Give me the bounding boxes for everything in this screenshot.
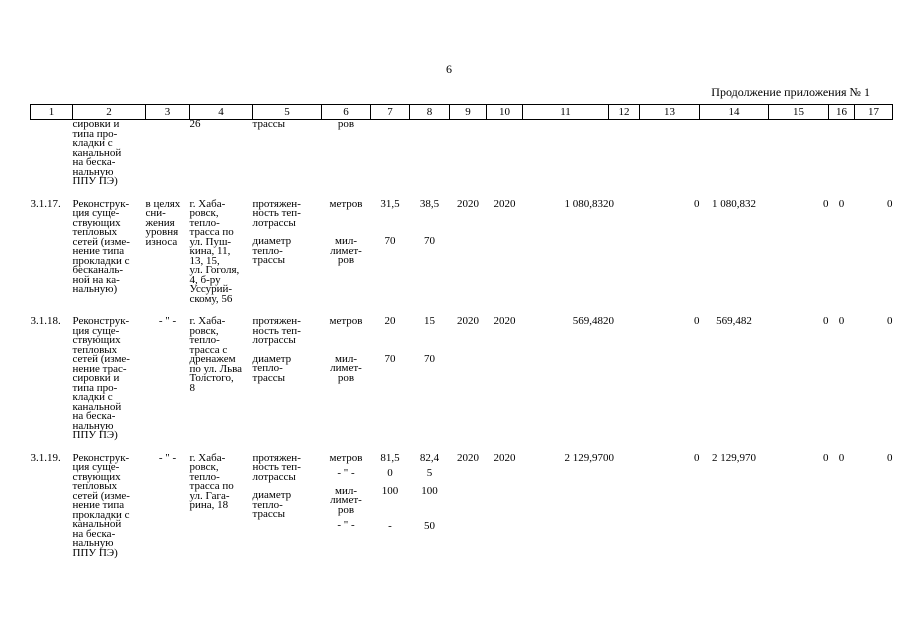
value: 70	[384, 352, 396, 365]
value: 31,5	[380, 197, 400, 210]
cell-id: 3.1.18.	[30, 315, 61, 327]
cell-year-start: 2020	[457, 451, 479, 464]
col-header: 16	[829, 105, 855, 120]
value: 5	[426, 467, 433, 479]
cell-unit	[322, 312, 371, 441]
cell-col15: 0	[823, 315, 829, 327]
cell-address: г. Хаба- ровск, тепло- трасса с дренажем по ул. Льва Толстого, 8	[189, 315, 243, 394]
cell-col17: 0	[887, 315, 893, 327]
unit-value: метров	[329, 315, 363, 327]
cell-col12: 0	[608, 451, 614, 464]
cell-col17: 0	[887, 451, 893, 464]
value: 20	[384, 315, 396, 327]
cell-description: Реконструк- ция суще- ствующих тепловых сетей (изме- нение типа прокладки с бесканаль- ной на ка- нальную)	[72, 197, 130, 295]
value: 100	[421, 484, 438, 497]
value: 38,5	[419, 197, 440, 210]
cell-col15: 0	[823, 197, 829, 210]
col-header: 5	[253, 105, 322, 120]
col-header: 15	[769, 105, 829, 120]
unit-value: метров	[329, 197, 363, 210]
cell-address: г. Хаба- ровск, тепло- трасса по ул. Пуш- кина, 11, 13, 15, ул. Гоголя, 4, б-ру Уссурий- скому, 56	[189, 197, 240, 305]
cell	[146, 120, 190, 187]
value: 70	[424, 235, 435, 247]
appendix-table	[30, 104, 893, 558]
table-row	[31, 449, 893, 559]
col-header: 1	[31, 105, 73, 120]
cell-col17: 0	[887, 197, 893, 210]
cell-col12: 0	[608, 197, 614, 210]
value: 0	[387, 467, 393, 479]
value: 15	[424, 315, 435, 327]
cell-col13: 0	[694, 451, 700, 464]
cell-col14: 2 129,970	[712, 451, 756, 464]
cell-parameter	[253, 195, 322, 305]
col-header: 3	[146, 105, 190, 120]
cell-col8	[410, 449, 450, 559]
cell-total: 2 129,970	[564, 451, 609, 464]
cell-year-end: 2020	[493, 315, 516, 327]
cell-id: 3.1.19.	[30, 451, 61, 464]
cell-total: 569,482	[572, 315, 609, 327]
col-header: 7	[371, 105, 410, 120]
param-diameter: диаметр тепло- трассы	[252, 489, 292, 520]
cell-col13: 0	[694, 197, 700, 210]
cell-reason: - " -	[158, 451, 177, 464]
cell-reason: в целях сни- жения уровня износа	[145, 197, 181, 248]
cell-address: г. Хаба- ровск, тепло- трасса по ул. Гага- рина, 18	[189, 451, 234, 511]
cell-year-start: 2020	[457, 197, 479, 210]
col-header: 6	[322, 105, 371, 120]
cell-year-end: 2020	[493, 197, 516, 210]
cell-unit: ров	[337, 118, 355, 130]
cell-col13: 0	[694, 315, 700, 327]
cell-col16: 0	[838, 315, 845, 327]
page-number: 6	[446, 62, 452, 76]
value: 70	[384, 235, 396, 247]
value: -	[388, 520, 392, 532]
unit-value: мил- лимет- ров	[330, 352, 362, 384]
cell-col16: 0	[838, 451, 845, 464]
continuation-title: Продолжение приложения № 1	[711, 85, 870, 99]
param-length: протяжен- ность теп- лотрассы	[252, 197, 301, 229]
cell-col7	[371, 312, 410, 441]
cell-col16: 0	[838, 197, 845, 210]
col-header: 11	[523, 105, 609, 120]
cell-reason: - " -	[158, 315, 177, 327]
cell-col7	[371, 449, 410, 559]
table-row	[31, 312, 893, 441]
value: 70	[424, 352, 435, 365]
cell-description: Реконструк- ция суще- ствующих тепловых сетей (изме- нение трас- сировки и типа про- кладки с канальной на бескa- нальную ППУ ПЭ)	[72, 315, 130, 441]
cell-total: 1 080,832	[564, 197, 609, 210]
cell	[31, 120, 73, 187]
cell-col12: 0	[608, 315, 614, 327]
unit-value: - " -	[337, 467, 355, 479]
header-row	[31, 105, 893, 120]
col-header: 13	[640, 105, 700, 120]
cell-col14: 1 080,832	[712, 197, 756, 210]
cell-unit	[322, 195, 371, 305]
param-diameter: диаметр тепло- трассы	[252, 352, 292, 384]
cell-col14: 569,482	[716, 315, 752, 327]
table-row	[31, 120, 893, 187]
cell-parameter: трассы	[252, 118, 285, 130]
cell-parameter	[253, 449, 322, 559]
value: 100	[381, 484, 399, 497]
cell-col8	[410, 195, 450, 305]
value: 82,4	[419, 451, 440, 464]
col-header: 8	[410, 105, 450, 120]
cell-description: Реконструк- ция суще- ствующих тепловых сетей (изме- нение типа прокладки с канальной на беска- нальную ППУ ПЭ)	[72, 451, 130, 559]
cell-col15: 0	[823, 451, 829, 464]
col-header: 17	[855, 105, 893, 120]
cell-parameter	[253, 312, 322, 441]
col-header: 9	[450, 105, 487, 120]
unit-value: мил- лимет- ров	[330, 484, 362, 516]
cell-address: 26	[189, 118, 201, 130]
param-diameter: диаметр тепло- трассы	[252, 235, 292, 266]
col-header: 10	[487, 105, 523, 120]
param-length: протяжен- ность теп- лотрассы	[252, 315, 301, 346]
cell-col7	[371, 195, 410, 305]
col-header: 12	[609, 105, 640, 120]
cell-year-start: 2020	[457, 315, 479, 327]
cell-unit	[322, 449, 371, 559]
param-length: протяжен- ность теп- лотрассы	[252, 451, 301, 483]
cell-col8	[410, 312, 450, 441]
unit-value: метров	[329, 451, 363, 464]
cell-year-end: 2020	[493, 451, 516, 464]
unit-value: мил- лимет- ров	[330, 235, 362, 266]
col-header: 14	[700, 105, 769, 120]
cell-description: сировки и типа про- кладки с канальной на бескa- нальную ППУ ПЭ)	[72, 118, 122, 187]
value: 81,5	[380, 451, 400, 464]
unit-value: - " -	[337, 519, 355, 531]
col-header: 4	[190, 105, 253, 120]
col-header: 2	[73, 105, 146, 120]
value: 50	[424, 520, 435, 532]
cell-id: 3.1.17.	[30, 197, 61, 210]
table-row	[31, 195, 893, 305]
